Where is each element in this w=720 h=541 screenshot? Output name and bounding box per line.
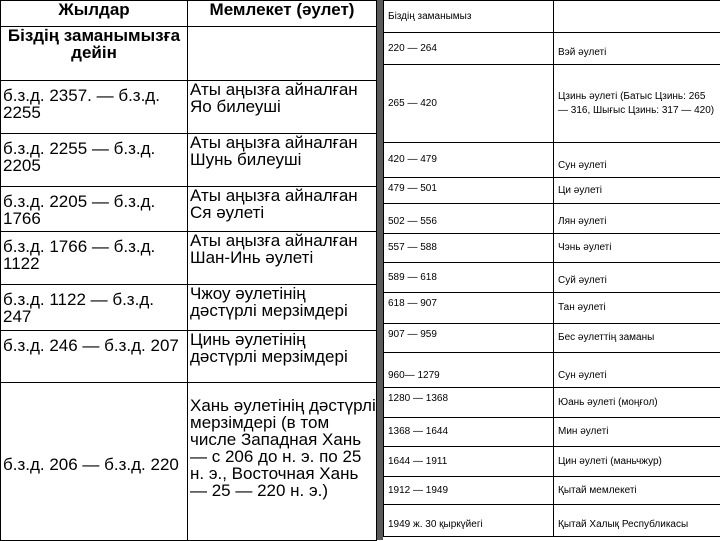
table-row-state: Ци әулеті	[554, 178, 720, 204]
table-row-years: б.з.д. 1766 — б.з.д. 1122	[1, 232, 188, 285]
era-label-bc: Біздің заманымызға дейін	[1, 27, 188, 81]
table-row-state: Цзинь әулеті (Батыс Цзинь: 265 — 316, Шығыс Цзинь: 317 — 420)	[554, 65, 720, 143]
table-row-years: б.з.д. 206 — б.з.д. 220	[1, 383, 188, 541]
header-current-era-empty	[554, 1, 720, 33]
dynasty-table-ad	[383, 0, 720, 537]
table-row-years: б.з.д. 2357. — б.з.д. 2255	[1, 81, 188, 134]
table-row-years: 502 — 556	[384, 204, 554, 234]
header-current-era: Біздің заманымыз	[384, 1, 554, 33]
table-row-state: Қытай мемлекеті	[554, 477, 720, 505]
table-row-state: Мин әулеті	[554, 418, 720, 447]
table-row-years: 220 — 264	[384, 33, 554, 65]
table-row-years: 420 — 479	[384, 143, 554, 178]
table-row-years: 1644 — 1911	[384, 447, 554, 477]
table-row-years: 960— 1279	[384, 353, 554, 388]
table-row-state: Аты аңызға айналған Яо билеуші	[188, 81, 377, 134]
right-table-panel	[383, 0, 720, 540]
table-row-years: 479 — 501	[384, 178, 554, 204]
table-row-state: Тан әулеті	[554, 293, 720, 324]
table-row-state: Вэй әулеті	[554, 33, 720, 65]
table-row-years: б.з.д. 246 — б.з.д. 207	[1, 331, 188, 383]
header-years: Жылдар	[1, 1, 188, 27]
table-row-years: 1280 — 1368	[384, 388, 554, 418]
table-row-state: Суй әулеті	[554, 263, 720, 293]
table-row-years: 1368 — 1644	[384, 418, 554, 447]
table-row-state: Бес әулеттің заманы	[554, 324, 720, 353]
table-row-state: Чэнь әулеті	[554, 234, 720, 263]
table-row-years: б.з.д. 1122 — б.з.д. 247	[1, 285, 188, 331]
table-row-years: 265 — 420	[384, 65, 554, 143]
table-row-state: Цинь әулетінің дәстүрлі мерзімдері	[188, 331, 377, 383]
table-row-years: 1949 ж. 30 қыркүйегі	[384, 505, 554, 537]
table-row-state: Лян әулеті	[554, 204, 720, 234]
table-row-state: Юань әулеті (моңғол)	[554, 388, 720, 418]
table-row-state: Аты аңызға айналған Ся әулеті	[188, 187, 377, 232]
table-row-years: 589 — 618	[384, 263, 554, 293]
table-row-state: Аты аңызға айналған Шан-Инь әулеті	[188, 232, 377, 285]
table-row-state: Аты аңызға айналған Шунь билеуші	[188, 134, 377, 187]
table-row-years: 1912 — 1949	[384, 477, 554, 505]
table-row-state: Хань әулетінің дәстүрлі мерзімдері (в том числе Западная Хань — с 206 до н. э. по 25 н. э., Восточная Хань — 25 — 220 н. э.)	[188, 383, 377, 541]
table-row-state: Сун әулеті	[554, 353, 720, 388]
table-row-years: 618 — 907	[384, 293, 554, 324]
table-row-state: Сун әулеті	[554, 143, 720, 178]
table-row-years: 557 — 588	[384, 234, 554, 263]
table-row-years: б.з.д. 2255 — б.з.д. 2205	[1, 134, 188, 187]
era-label-bc-empty	[188, 27, 377, 81]
table-row-state: Цин әулеті (маньчжур)	[554, 447, 720, 477]
table-row-state: Чжоу әулетінің дәстүрлі мерзімдері	[188, 285, 377, 331]
header-state: Мемлекет (әулет)	[188, 1, 377, 27]
table-row-state: Қытай Халық Республикасы	[554, 505, 720, 537]
table-row-years: 907 — 959	[384, 324, 554, 353]
table-row-years: б.з.д. 2205 — б.з.д. 1766	[1, 187, 188, 232]
